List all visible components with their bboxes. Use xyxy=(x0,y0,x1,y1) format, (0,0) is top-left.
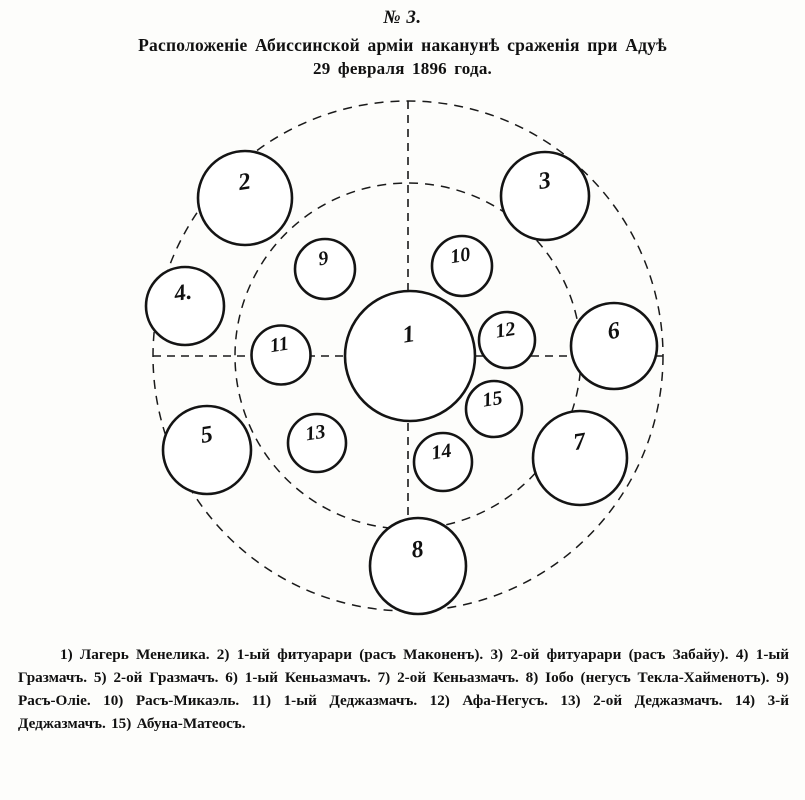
army-unit-9[interactable] xyxy=(295,239,355,299)
army-unit-10[interactable] xyxy=(432,236,492,296)
plate-title-line-2: 29 февраля 1896 года. xyxy=(313,58,492,78)
plate-title-line-1: Расположеніе Абиссинской арміи наканунѣ сраженія при Адуѣ xyxy=(138,34,667,55)
unit-label-13: 13 xyxy=(303,420,328,446)
legend-text: 1) Лагерь Менелика. 2) 1-ый фитуарари (расъ Маконенъ). 3) 2-ой фитуарари (расъ Забайу). 4) 1-ый Гразмачъ. 5) 2-ой Гразмачъ. 6) 1-ый Кеньазмачъ. 7) 2-ой Кеньазмачъ. 8) Іобо (негусъ Текла-Хайменотъ). 9) Расъ-Оліе. 10) Расъ-Микаэль. 11) 1-ый Деджазмачъ. 12) Афа-Негусъ. 13) 2-ой Деджазмачъ. 14) 3-й Деджазмачъ. 15) Абуна-Матеосъ. xyxy=(18,646,789,733)
legend xyxy=(0,643,805,735)
army-unit-14[interactable] xyxy=(414,433,472,491)
unit-label-7: 7 xyxy=(571,428,588,457)
army-unit-12[interactable] xyxy=(479,312,535,368)
unit-circle-7[interactable] xyxy=(533,411,627,505)
plate-number: № 3. xyxy=(383,7,422,28)
army-disposition-diagram xyxy=(0,88,805,640)
unit-label-5: 5 xyxy=(198,421,215,449)
unit-label-2: 2 xyxy=(236,168,253,197)
unit-label-1: 1 xyxy=(400,321,417,349)
unit-label-8: 8 xyxy=(409,536,426,564)
plate-header xyxy=(0,0,805,80)
unit-label-12: 12 xyxy=(493,317,518,343)
army-unit-6[interactable] xyxy=(571,303,657,389)
army-unit-7[interactable] xyxy=(533,411,627,505)
unit-label-9: 9 xyxy=(316,247,331,271)
army-unit-15[interactable] xyxy=(466,381,522,437)
unit-label-3: 3 xyxy=(536,167,553,195)
army-unit-2[interactable] xyxy=(198,151,292,245)
unit-circle-1[interactable] xyxy=(345,291,475,421)
unit-circle-2[interactable] xyxy=(198,151,292,245)
army-unit-1[interactable] xyxy=(345,291,475,421)
army-unit-4[interactable] xyxy=(146,267,224,345)
unit-circle-6[interactable] xyxy=(571,303,657,389)
unit-label-4: 4. xyxy=(172,278,194,306)
unit-label-11: 11 xyxy=(268,332,291,358)
unit-circle-5[interactable] xyxy=(163,406,251,494)
army-unit-5[interactable] xyxy=(163,406,251,494)
unit-circle-3[interactable] xyxy=(501,152,589,240)
unit-label-10: 10 xyxy=(448,243,472,269)
unit-label-14: 14 xyxy=(429,439,454,465)
army-unit-13[interactable] xyxy=(288,414,346,472)
unit-circle-8[interactable] xyxy=(370,518,466,614)
army-unit-11[interactable] xyxy=(252,326,311,385)
diagram-canvas xyxy=(0,88,805,640)
unit-label-6: 6 xyxy=(605,317,622,346)
army-unit-3[interactable] xyxy=(501,152,589,240)
unit-label-15: 15 xyxy=(480,386,505,412)
army-unit-8[interactable] xyxy=(370,518,466,614)
